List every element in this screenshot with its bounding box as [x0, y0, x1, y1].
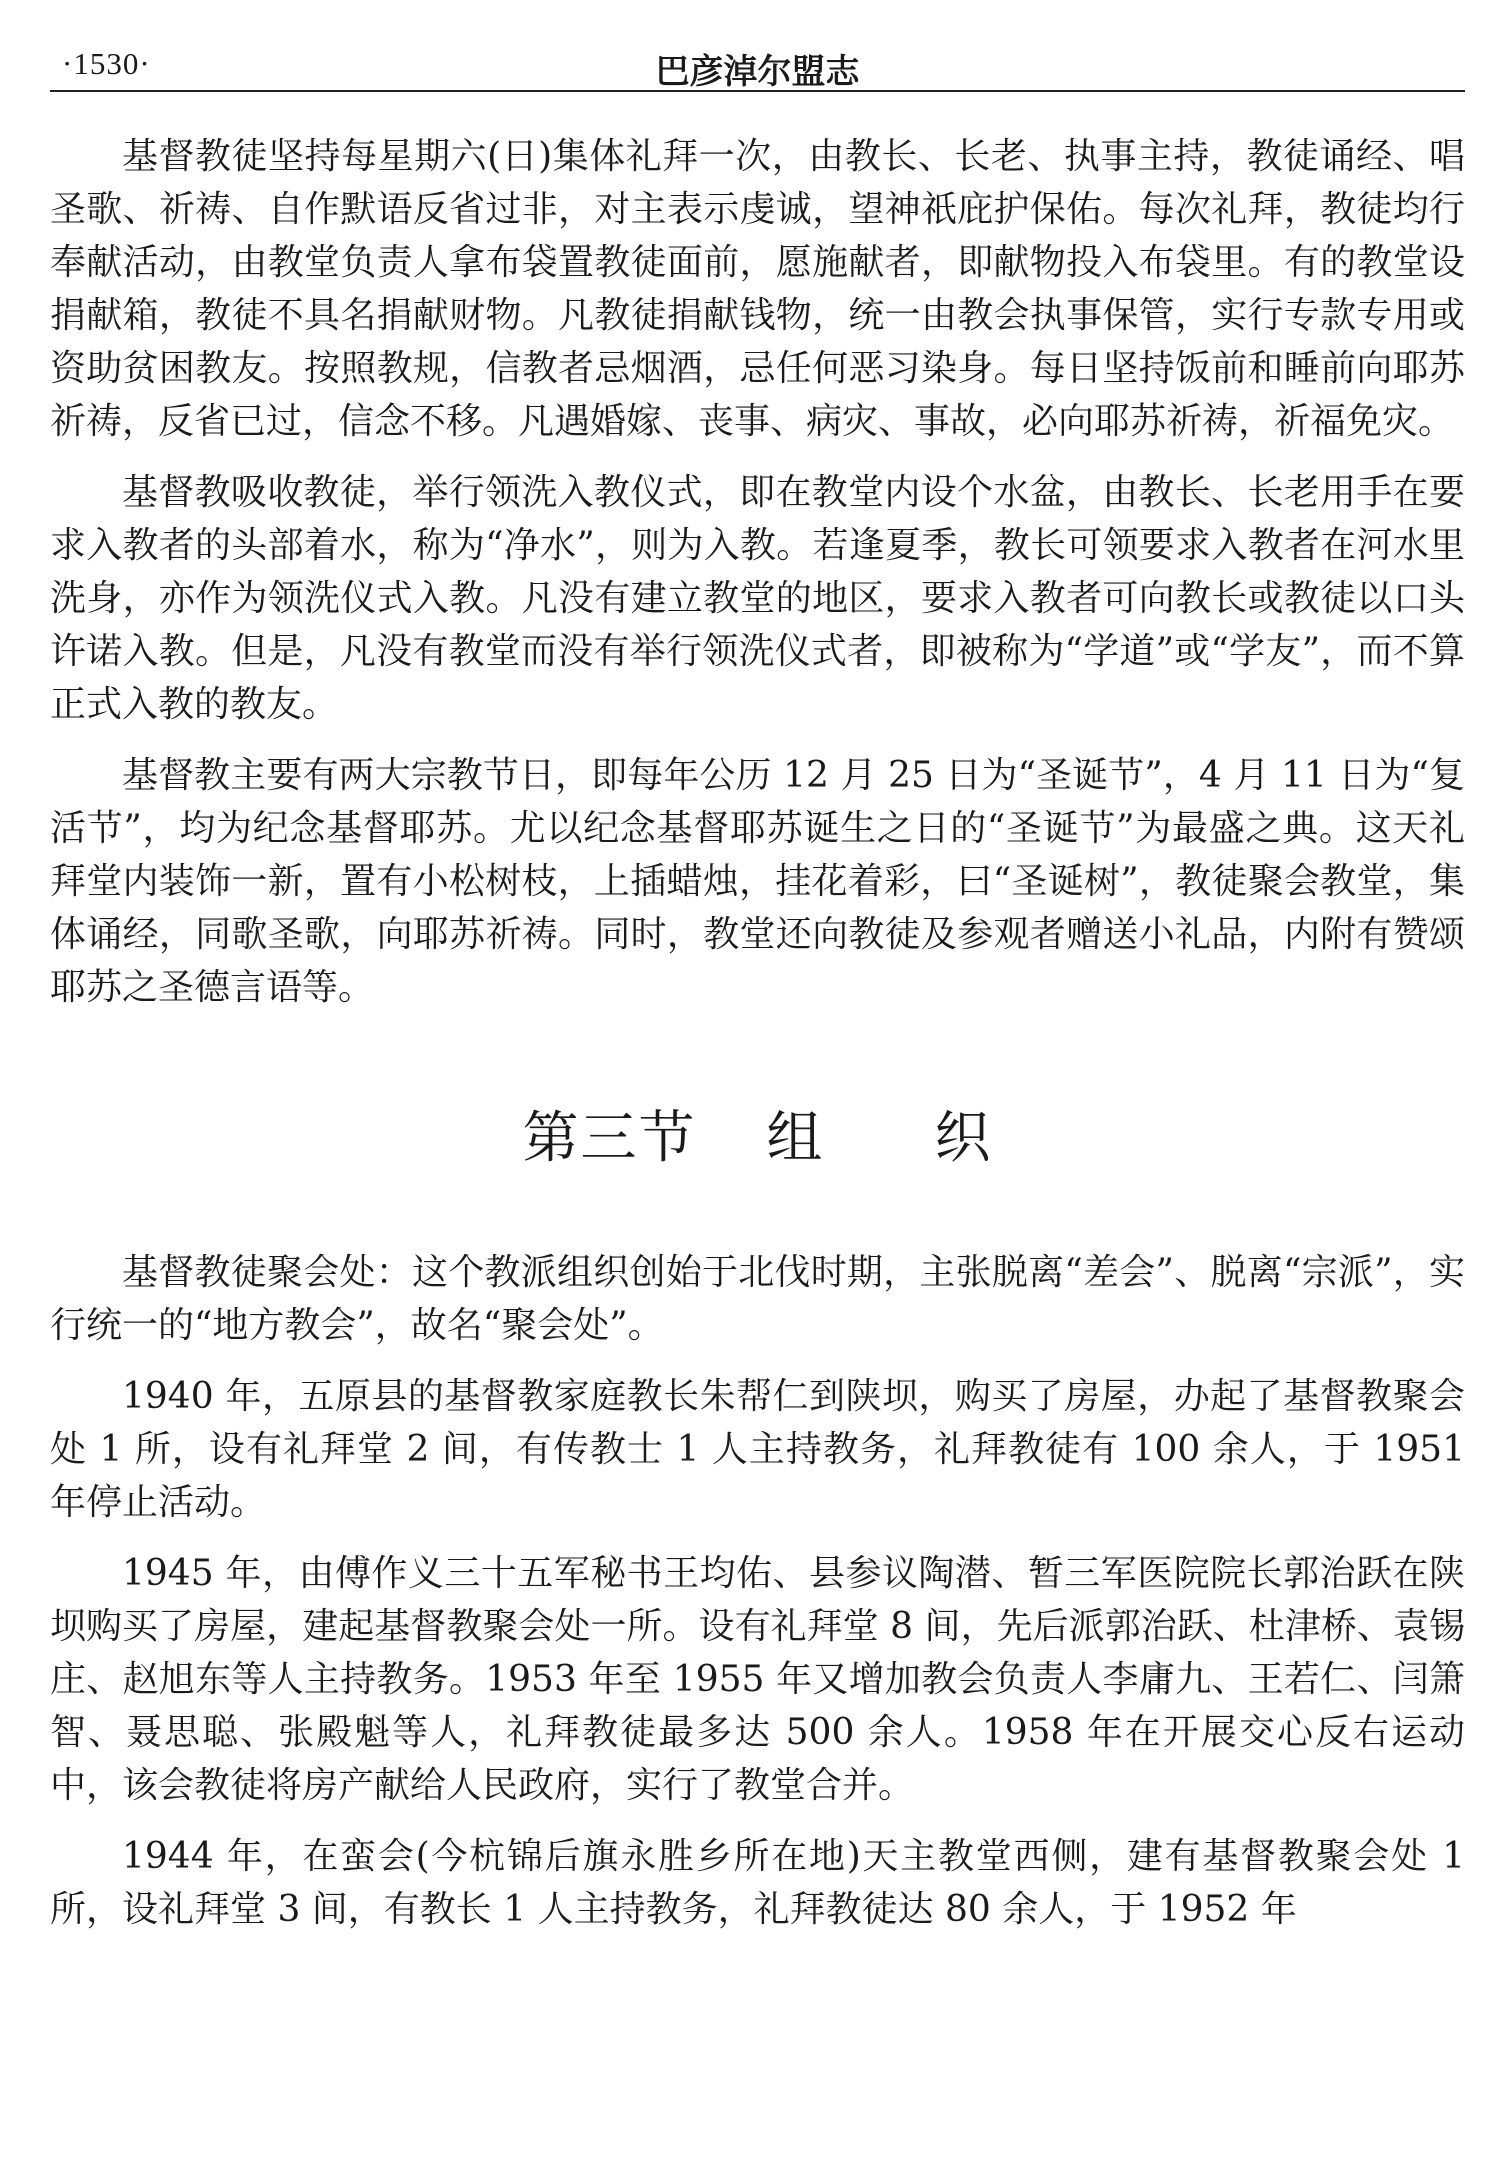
section-number: 第三节: [522, 1106, 697, 1171]
paragraph-baptism: 基督教吸收教徒，举行领洗入教仪式，即在教堂内设个水盆，由教长、长老用手在要求入教者的头部着水，称为“净水”，则为入教。若逢夏季，教长可领要求入教者在河水里洗身，亦作为领洗仪式入教。凡没有建立教堂的地区，要求入教者可向教长或教徒以口头许诺入教。但是，凡没有教堂而没有举行领洗仪式者，即被称为“学道”或“学友”，而不算正式入教的教友。: [50, 472, 1465, 725]
section-title-part1: 组: [766, 1106, 825, 1171]
section-heading: [50, 1104, 1465, 1174]
header-rule: [50, 90, 1465, 92]
paragraph-festivals: 基督教主要有两大宗教节日，即每年公历 12 月 25 日为“圣诞节”，4 月 11 日为“复活节”，均为纪念基督耶苏。尤以纪念基督耶苏诞生之日的“圣诞节”为最盛之典。这天礼拜堂内装饰一新，置有小松树枝，上插蜡烛，挂花着彩，曰“圣诞树”，教徒聚会教堂，集体诵经，同歌圣歌，向耶苏祈祷。同时，教堂还向教徒及参观者赠送小礼品，内附有赞颂耶苏之圣德言语等。: [50, 755, 1465, 1008]
paragraph-1945: 1945 年，由傅作义三十五军秘书王均佑、县参议陶潜、暂三军医院院长郭治跃在陕坝购买了房屋，建起基督教聚会处一所。设有礼拜堂 8 间，先后派郭治跃、杜津桥、袁锡庄、赵旭东等人主持教务。1953 年至 1955 年又增加教会负责人李庸九、王若仁、闫箫智、聂思聪、张殿魁等人，礼拜教徒最多达 500 余人。1958 年在开展交心反右运动中，该会教徒将房产献给人民政府，实行了教堂合并。: [50, 1553, 1465, 1806]
paragraph-assembly-intro: 基督教徒聚会处：这个教派组织创始于北伐时期，主张脱离“差会”、脱离“宗派”，实行统一的“地方教会”，故名“聚会处”。: [50, 1252, 1465, 1346]
section-title-part2: 织: [934, 1106, 993, 1171]
book-title: 巴彦淖尔盟志: [655, 52, 860, 92]
page-body: [50, 130, 1465, 1954]
page-header: [50, 40, 1465, 90]
paragraph-worship: 基督教徒坚持每星期六(日)集体礼拜一次，由教长、长老、执事主持，教徒诵经、唱圣歌、祈祷、自作默语反省过非，对主表示虔诚，望神祇庇护保佑。每次礼拜，教徒均行奉献活动，由教堂负责人拿布袋置教徒面前，愿施献者，即献物投入布袋里。有的教堂设捐献箱，教徒不具名捐献财物。凡教徒捐献钱物，统一由教会执事保管，实行专款专用或资助贫困教友。按照教规，信教者忌烟酒，忌任何恶习染身。每日坚持饭前和睡前向耶苏祈祷，反省已过，信念不移。凡遇婚嫁、丧事、病灾、事故，必向耶苏祈祷，祈福免灾。: [50, 136, 1465, 442]
paragraph-1944: 1944 年，在蛮会(今杭锦后旗永胜乡所在地)天主教堂西侧，建有基督教聚会处 1 所，设礼拜堂 3 间，有教长 1 人主持教务，礼拜教徒达 80 余人，于 1952 年: [50, 1836, 1465, 1930]
page-number: ·1530·: [62, 46, 151, 81]
paragraph-1940: 1940 年，五原县的基督教家庭教长朱帮仁到陕坝，购买了房屋，办起了基督教聚会处 1 所，设有礼拜堂 2 间，有传教士 1 人主持教务，礼拜教徒有 100 余人，于 1951 年停止活动。: [50, 1376, 1465, 1523]
